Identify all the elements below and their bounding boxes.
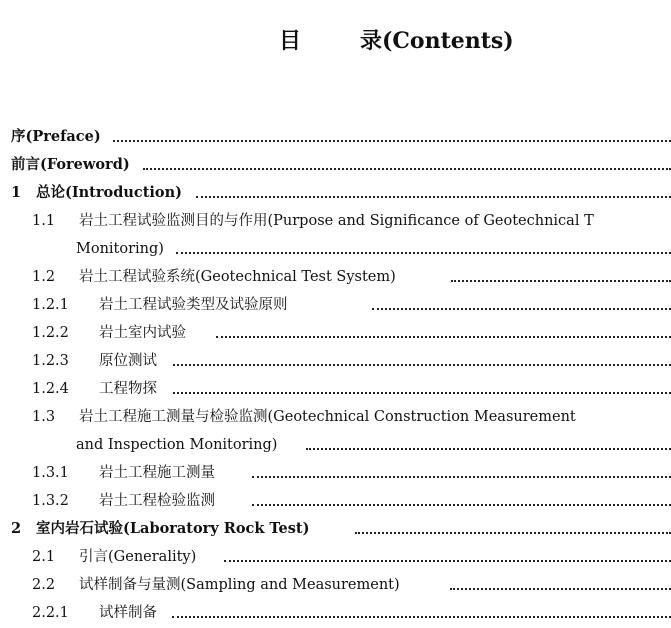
dot-leader: [113, 140, 671, 142]
dot-leader: [450, 588, 671, 590]
toc-entry[interactable]: [0, 264, 671, 290]
toc-entry-text: 试样制备: [99, 605, 157, 621]
toc-entry[interactable]: [0, 488, 671, 514]
toc-entry-text: 前言(Foreword): [11, 156, 130, 173]
toc-entry[interactable]: [0, 376, 671, 402]
dot-leader: [196, 196, 671, 198]
dot-leader: [173, 392, 671, 394]
toc-entry-text: 岩土工程检验监测: [99, 493, 215, 509]
toc-entry[interactable]: [0, 404, 671, 430]
toc-entry-number: 1.2.4: [32, 381, 69, 397]
toc-entry[interactable]: [0, 600, 671, 626]
toc-entry-number: 1.1: [32, 213, 56, 229]
toc-entry-number: 1.3.1: [32, 465, 69, 481]
toc-entry[interactable]: [0, 460, 671, 486]
toc-entry-number: 1.2.3: [32, 353, 69, 369]
dot-leader: [143, 168, 671, 170]
dot-leader: [252, 476, 671, 478]
toc-entry-number: 1: [11, 184, 22, 201]
dot-leader: [355, 532, 671, 534]
toc-entry-number: 2.2.1: [32, 605, 69, 621]
toc-entry-text: 岩土工程试验系统(Geotechnical Test System): [79, 269, 396, 285]
dot-leader: [306, 448, 671, 450]
toc-entry-text: 序(Preface): [11, 128, 101, 145]
toc-entry-text: Monitoring): [76, 241, 164, 257]
toc-entry-number: 2.2: [32, 577, 56, 593]
toc-entry[interactable]: [0, 152, 671, 178]
dot-leader: [173, 364, 671, 366]
toc-entry-text: 岩土工程试验监测目的与作用(Purpose and Significance of Geotechnical T: [79, 213, 594, 229]
toc-entry[interactable]: [0, 180, 671, 206]
toc-entry-continuation[interactable]: [0, 432, 671, 458]
toc-entry-number: 1.2.2: [32, 325, 69, 341]
toc-entry-text: and Inspection Monitoring): [76, 437, 278, 453]
toc-entry-number: 2.1: [32, 549, 56, 565]
dot-leader: [252, 504, 671, 506]
toc-entry-text: 总论(Introduction): [36, 184, 182, 201]
toc-entry-text: 岩土工程施工测量与检验监测(Geotechnical Construction Measurement: [79, 409, 576, 425]
toc-entry-number: 2: [11, 520, 22, 537]
toc-entry-number: 1.3: [32, 409, 56, 425]
toc-entry-number: 1.2.1: [32, 297, 69, 313]
toc-entry-number: 1.2: [32, 269, 56, 285]
toc-entry-text: 原位测试: [99, 353, 157, 369]
toc-entry-text: 岩土室内试验: [99, 325, 186, 341]
toc-entry[interactable]: [0, 348, 671, 374]
toc-entry-continuation[interactable]: [0, 236, 671, 262]
title-contents: 录(Contents): [360, 28, 514, 54]
toc-entry-number: 1.3.2: [32, 493, 69, 509]
toc-entry[interactable]: [0, 124, 671, 150]
dot-leader: [372, 308, 671, 310]
toc-entry[interactable]: [0, 516, 671, 542]
dot-leader: [451, 280, 671, 282]
dot-leader: [176, 252, 671, 254]
toc-entry-text: 试样制备与量测(Sampling and Measurement): [79, 577, 400, 593]
toc-entry-text: 室内岩石试验(Laboratory Rock Test): [36, 520, 310, 537]
dot-leader: [224, 560, 671, 562]
toc-entry[interactable]: [0, 544, 671, 570]
toc-entry[interactable]: [0, 320, 671, 346]
toc-entry-text: 岩土工程施工测量: [99, 465, 215, 481]
toc-entry-text: 工程物探: [99, 381, 157, 397]
toc-entry-text: 岩土工程试验类型及试验原则: [99, 297, 288, 313]
toc-entry[interactable]: [0, 208, 671, 234]
toc-entry[interactable]: [0, 292, 671, 318]
dot-leader: [216, 336, 671, 338]
toc-entry[interactable]: [0, 572, 671, 598]
dot-leader: [172, 616, 671, 618]
toc-entry-text: 引言(Generality): [79, 549, 197, 565]
title-cn: 目: [279, 28, 302, 54]
